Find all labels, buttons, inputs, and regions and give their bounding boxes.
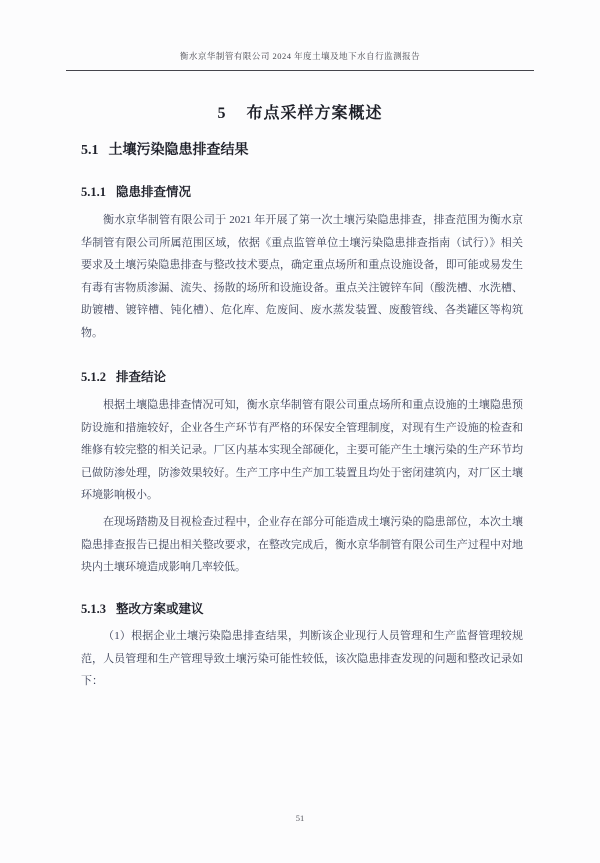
paragraph-5-1-2-2: 在现场踏勘及目视检查过程中，企业存在部分可能造成土壤污染的隐患部位，本次土壤隐患排查报告已提出相关整改要求，在整改完成后，衡水京华制管有限公司生产过程中对地块内土壤环境造成影响几率较低。 — [81, 516, 523, 573]
section-number: 5.1.1 — [81, 185, 106, 199]
chapter-title — [0, 100, 600, 123]
section-title: 隐患排查情况 — [116, 185, 192, 199]
page-header-title: 衡水京华制管有限公司 2024 年度土壤及地下水自行监测报告 — [179, 51, 421, 61]
section-title: 整改方案或建议 — [116, 602, 204, 616]
page-header — [66, 50, 534, 71]
paragraph-5-1-3-1: （1）根据企业土壤污染隐患排查结果，判断该企业现行人员管理和生产监督管理较规范，人员管理和生产管理导致土壤污染可能性较低，该次隐患排查发现的问题和整改记录如下： — [81, 630, 523, 687]
chapter-number: 5 — [217, 105, 227, 122]
section-number: 5.1.3 — [81, 602, 106, 616]
section-number: 5.1 — [81, 143, 99, 158]
section-heading-5-1 — [81, 139, 249, 159]
section-number: 5.1.2 — [81, 370, 106, 384]
section-heading-5-1-2 — [81, 367, 166, 385]
section-title: 排查结论 — [116, 370, 167, 384]
page-number: 51 — [295, 813, 305, 823]
section-heading-5-1-3 — [81, 599, 204, 617]
section-title: 土壤污染隐患排查结果 — [108, 141, 249, 157]
chapter-title-text: 布点采样方案概述 — [246, 105, 383, 122]
paragraph-5-1-2-1: 根据土壤隐患排查情况可知，衡水京华制管有限公司重点场所和重点设施的土壤隐患预防设施和措施较好，企业各生产环节有严格的环保安全管理制度，对现有生产设施的检查和维修有较完整的相关记录。厂区内基本实现全部硬化，主要可能产生土壤污染的生产环节均已做防渗处理，防渗效果较好。生产工序中生产加工装置且均处于密闭建筑内，对厂区土壤环境影响极小。 — [81, 399, 523, 501]
paragraph-5-1-1-1: 衡水京华制管有限公司于 2021 年开展了第一次土壤污染隐患排查，排查范围为衡水京华制管有限公司所属范围区域，依据《重点监管单位土壤污染隐患排查指南（试行）》相关要求及土壤污染隐患排查与整改技术要点，确定重点场所和重点设施设备，即可能或易发生有毒有害物质渗漏、流失、扬散的场所和设施设备。重点关注镀锌车间（酸洗槽、水洗槽、助镀槽、镀锌槽、钝化槽）、危化库、危废间、废水蒸发装置、废酸管线、各类罐区等构筑物。 — [81, 214, 523, 339]
section-heading-5-1-1 — [81, 182, 191, 200]
